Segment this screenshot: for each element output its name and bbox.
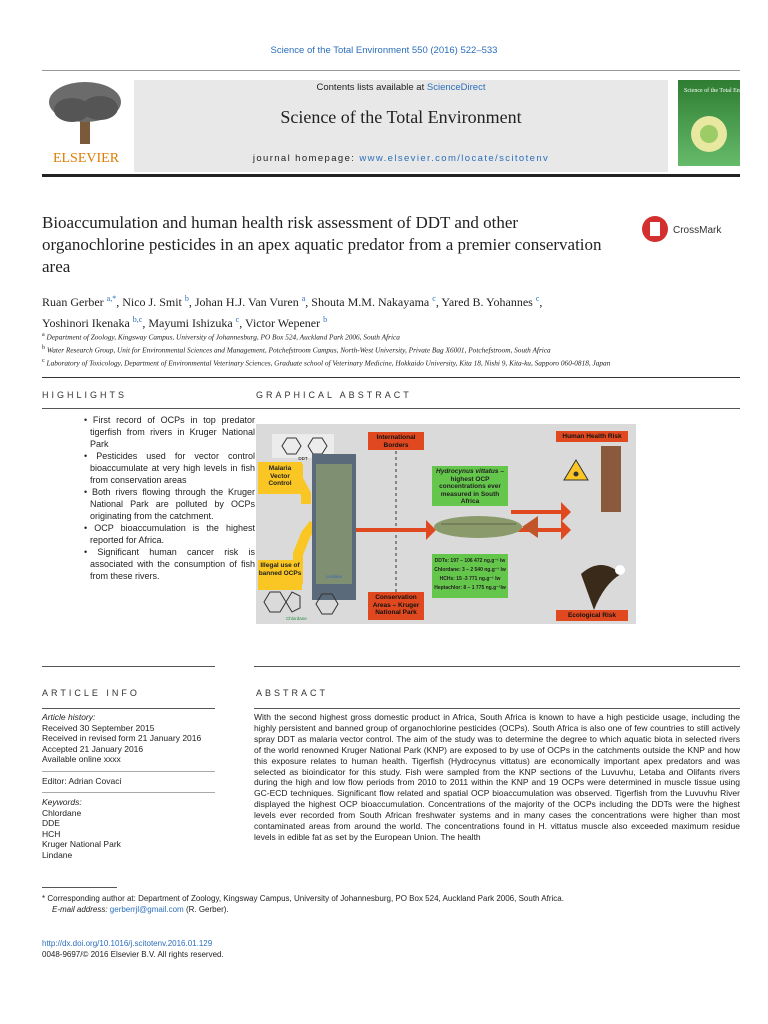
arrow-icon [511,502,571,522]
international-borders-label: International Borders [368,432,424,450]
species-label: Hydrocynus vittatus – highest OCP concentrations ever measured in South Africa [432,466,508,506]
crossmark-label: CrossMark [673,225,722,236]
divider [254,708,740,709]
human-health-risk-label: Human Health Risk [556,431,628,442]
affiliation: $^c$ Laboratory of Toxicology, Department of Environmental Veterinary Sciences, Graduate school of Veterinary Medicine, Hokkaido University, Kita 18, Nishi 9, Kita-ku, Sapporo 060-0818, Japan [42,357,611,368]
divider [42,792,215,793]
author-email-link[interactable]: gerberrjl@gmail.com [109,905,184,914]
paper-title: Bioaccumulation and human health risk assessment of DDT and other organochlorine pesticides in an apex aquatic predator from a premier conservation area [42,213,602,276]
keyword[interactable]: DDE [42,818,60,828]
author[interactable]: Shouta M.M. Nakayama $^c$ [311,294,436,309]
doi-block [42,938,442,960]
author[interactable]: Johan H.J. Van Vuren $^a$ [194,294,306,309]
svg-text:Lindane: Lindane [326,574,343,579]
highlight-item: • Both rivers flowing through the Kruger National Park are polluted by OCPs originating from the catchment. [82,486,255,522]
tigerfish-image [434,516,538,538]
journal-cover-image[interactable] [678,80,765,166]
affiliations [42,330,732,369]
author[interactable]: Yoshinori Ikenaka $^{b,c}$ [42,315,143,330]
doi-link[interactable]: http://dx.doi.org/10.1016/j.scitotenv.2016.01.129 [42,939,213,948]
divider [42,70,740,71]
warning-icon [564,460,588,480]
contents-line: Contents lists available at ScienceDirect [316,82,486,93]
abstract-heading: ABSTRACT [256,688,329,698]
keyword[interactable]: Chlordane [42,807,82,818]
copyright: 0048-9697/© 2016 Elsevier B.V. All rights reserved. [42,950,224,959]
divider [42,377,740,378]
highlights-heading: HIGHLIGHTS [42,390,128,400]
editor: Editor: Adrian Covaci [42,775,122,786]
divider [42,771,215,772]
journal-homepage: journal homepage: www.elsevier.com/locate/scitotenv [252,153,550,164]
graphical-abstract-figure[interactable] [256,424,636,624]
history-item: Accepted 21 January 2016 [42,743,144,754]
cover-title: Science of the Total Environment [684,88,765,94]
author[interactable]: Ruan Gerber $^{a,*}$ [42,294,117,309]
affiliation: $^a$ Department of Zoology, Kingsway Campus, University of Johannesburg, PO Box 524, Auckland Park 2006, South Africa [42,332,400,342]
journal-citation[interactable]: Science of the Total Environment 550 (2016) 522–533 [270,45,498,56]
abstract-text: With the second highest gross domestic product in Africa, South Africa is known to have a high pesticide usage, including the highly persistent and banned group of organochlorine pesticides (OCPs). South Africa is also one of few countries to still actively spray DDT as malaria vector control. The aim of the study was to determine the degree to which aquatic biota in selected rivers of the world renowned Kruger National Park (KNP) are exposed to by use of OCPs in the catchments outside the KNP and how this exposure relates to human health. Tigerfish (Hydrocynus vittatus) are economically important apex predators and was selected as bioindicator for this study. Fish were sampled from the KNP sections of the Luvuvhu, Letaba and Olifants rivers during the high and low flow periods from 2010 to 2011 within the KNP and 19 OCPs were determined in muscle tissue using GC-ECD techniques. Significant flow related and spatial OCP bioaccumulation was observed. Tigerfish from the Luvuvhu River displayed the highest OCP bioaccumulation. Concentrations of the majority of the OCPs including the DDTs were the highest levels ever recorded from South African freshwater systems and in many cases the concentrations were higher than most contaminated areas from around the world. The concentrations found in H. vittatus muscle also exceeded maximum residue levels in edible fat as set by the European Union. The health [254,712,740,842]
highlight-item: • OCP bioaccumulation is the highest reported for Africa. [82,522,255,546]
divider [42,174,740,177]
author-list: Ruan Gerber $^{a,*}$, Nico J. Smit $^b$, Johan H.J. Van Vuren $^a$, Shouta M.M. Nakayama $^c$, Yared B. Yohannes $^c$, Yoshinori Ikenaka $^{b,c}$, Mayumi Ishizuka $^c$, Victor Wepener $^b$ [42,294,543,330]
keyword[interactable]: HCH [42,828,61,839]
eagle-image [581,565,621,610]
graphical-abstract-heading: GRAPHICAL ABSTRACT [256,390,412,400]
elsevier-logo [42,80,132,170]
journal-banner [42,80,765,172]
divider [254,408,740,409]
child-photo [601,446,621,512]
history-label: Article history: [42,712,96,722]
author[interactable]: Yared B. Yohannes $^c$ [441,294,540,309]
author[interactable]: Mayumi Ishizuka $^c$ [148,315,240,330]
history-item: Received in revised form 21 January 2016 [42,733,202,743]
conservation-areas-label: Conservation Areas – Kruger National Park [368,592,424,620]
svg-text:DDT: DDT [298,456,308,461]
article-info [42,712,215,860]
author[interactable]: Victor Wepener $^b$ [245,315,328,330]
author[interactable]: Nico J. Smit $^b$ [122,294,189,309]
corresponding-author-footnote: * Corresponding author at: Department of Zoology, Kingsway Campus, University of Johannesburg, PO Box 524, Auckland Park 2006, South Africa. E-mail address: gerberrjl@gmail.com (R. Gerber). [42,894,564,914]
ecological-risk-label: Ecological Risk [556,610,628,621]
keywords-label: Keywords: [42,797,82,807]
divider [254,666,740,667]
highlight-item: • First record of OCPs in top predator tigerfish from rivers in Kruger National Park [82,414,255,450]
sciencedirect-link[interactable]: ScienceDirect [426,82,486,93]
journal-title: Science of the Total Environment [280,107,522,127]
highlight-item: • Pesticides used for vector control bioaccumulate at very high levels in fish from conservation areas [82,450,255,486]
divider [42,708,215,709]
history-item: Available online xxxx [42,754,121,764]
keyword[interactable]: Kruger National Park [42,839,121,849]
history-item: Received 30 September 2015 [42,722,155,733]
crossmark-badge[interactable] [641,214,741,244]
concentration-box: DDTs: 197 – 106 472 ng.g⁻¹ lw Chlordane: 3 – 2 540 ng.g⁻¹ lw HCHs: 15 -3 771 ng.g⁻¹ lw Heptachlor: 8 – 1 775 ng.g⁻¹lw [432,554,508,598]
publisher-name: ELSEVIER [52,151,120,166]
highlight-item: • Significant human cancer risk is associated with the consumption of fish from these rivers. [82,546,255,582]
highlights-list [42,408,255,582]
affiliation: $^b$ Water Research Group, Unit for Environmental Sciences and Management, Potchefstroom Campus, North-West University, Private Bag X6001, Potchefstroom, South Africa [42,344,551,355]
malaria-vector-control-label: Malaria Vector Control [258,462,302,494]
keyword[interactable]: Lindane [42,849,73,860]
chlordane-structure-icon [264,592,307,621]
divider [42,666,215,667]
svg-text:Chlordane: Chlordane [286,616,307,621]
article-info-heading: ARTICLE INFO [42,688,140,698]
divider [42,887,117,888]
homepage-link[interactable]: www.elsevier.com/locate/scitotenv [359,153,550,164]
illegal-ocp-use-label: Illegal use of banned OCPs [258,560,302,590]
